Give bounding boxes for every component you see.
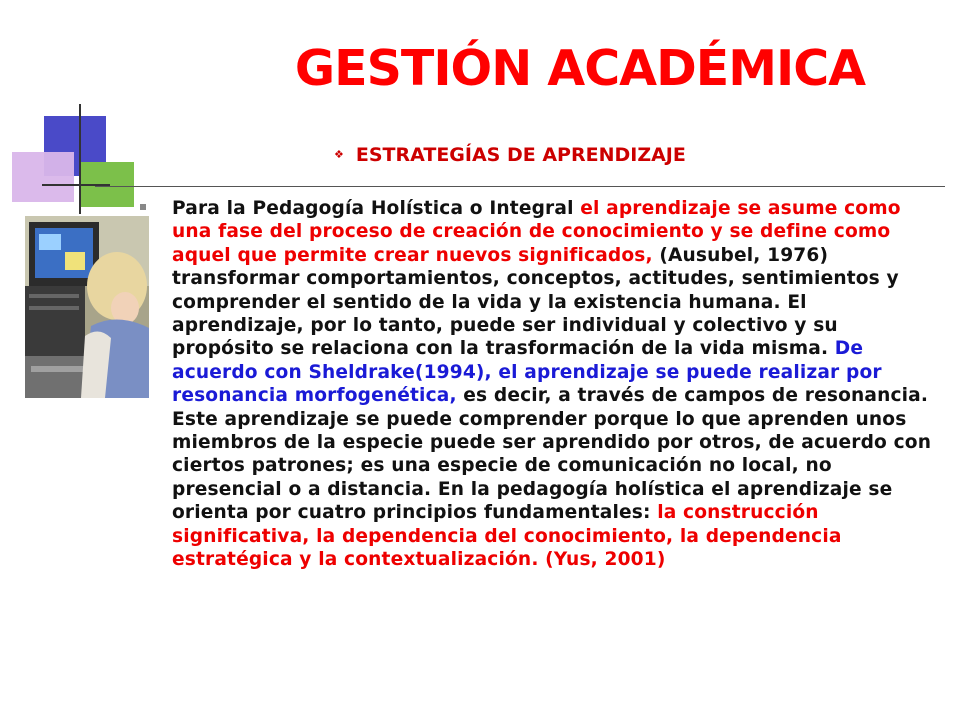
paragraph-bullet-icon xyxy=(140,204,146,210)
divider-line xyxy=(95,186,945,187)
decor-vertical-line xyxy=(79,104,81,214)
paragraph-segment-highlight-blue: De acuerdo con Sheldrake(1994), el aprendizaje se puede realizar por resonancia morfogenética, xyxy=(172,338,882,407)
child-computer-image xyxy=(25,216,149,398)
slide-subtitle xyxy=(334,144,686,166)
paragraph-segment: Para la Pedagogía Holística o Integral xyxy=(172,198,581,219)
body-paragraph xyxy=(172,197,932,572)
subtitle-text: ESTRATEGÍAS DE APRENDIZAJE xyxy=(355,144,686,166)
paragraph-segment-highlight-red: el aprendizaje se asume como una fase del proceso de creación de conocimiento y se define como aquel que permite crear nuevos significados, xyxy=(172,198,901,266)
paragraph-segment: (Ausubel, 1976) transformar comportamientos, conceptos, actitudes, sentimientos y comprender el sentido de la vida y la existencia humana. El aprendizaje, por lo tanto, puede ser individual y colectivo y su propósito se relaciona con la trasformación de la vida misma. xyxy=(172,244,899,360)
paragraph-segment: es decir, a través de campos de resonancia. Este aprendizaje se puede comprender porque lo que aprenden unos miembros de la especie puede ser aprendido por otros, de acuerdo con ciertos patrones; es una especie de comunicación no local, no presencial o a distancia. En la pedagogía holística el aprendizaje se orienta por cuatro principios fundamentales: xyxy=(172,385,932,524)
slide-title: GESTIÓN ACADÉMICA xyxy=(294,40,866,97)
diamond-bullet-icon: ❖ xyxy=(334,148,344,161)
paragraph-segment-highlight-red: la construcción significativa, la dependencia del conocimiento, la dependencia estratégica y la contextualización. (Yus, 2001) xyxy=(172,502,842,571)
decor-pink-square xyxy=(12,152,74,202)
